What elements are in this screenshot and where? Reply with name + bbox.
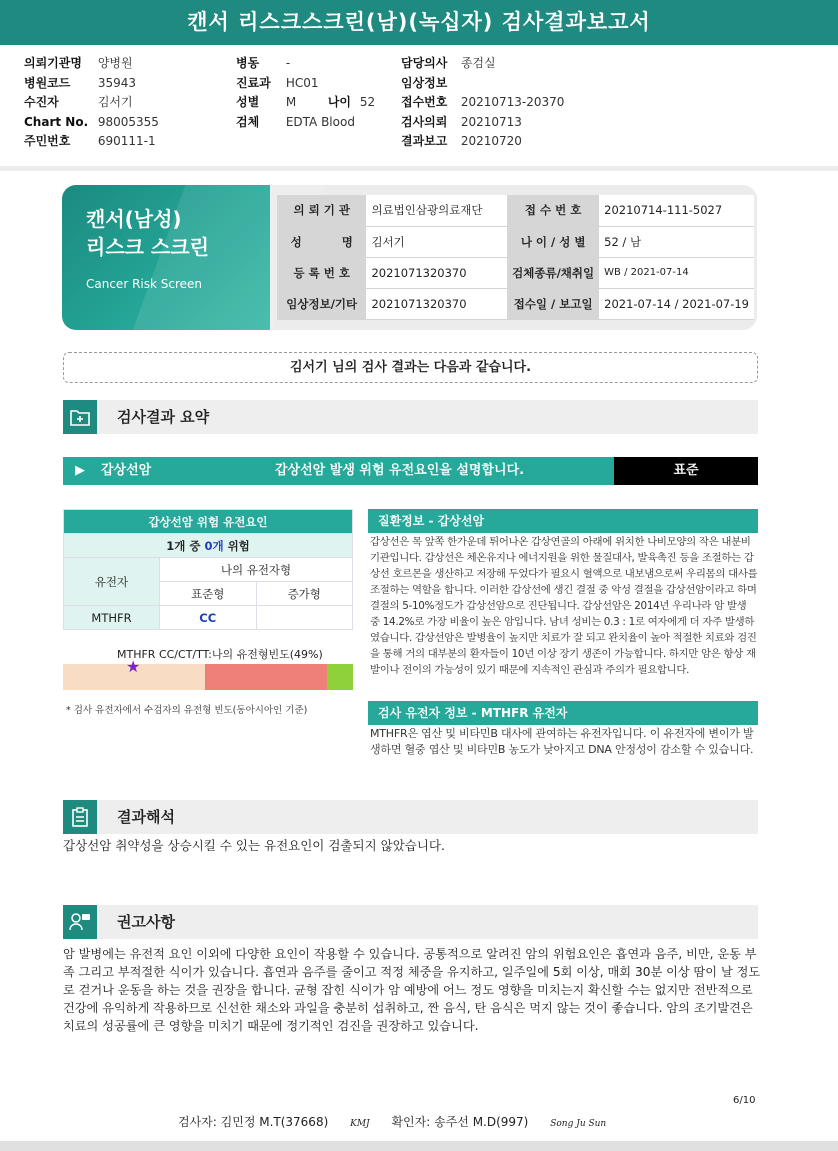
label-doctor: 담당의사: [401, 56, 448, 70]
label-patient: 수진자: [24, 95, 59, 109]
label-request-date: 검사의뢰: [401, 114, 448, 129]
genotype-frequency-bar: [63, 664, 353, 690]
label-chart-no: Chart No.: [24, 114, 89, 129]
examiner-signature: KMJ: [350, 1119, 370, 1129]
freq-note: * 검사 유전자에서 수검자의 유전형 빈도(동아시아인 기준): [66, 705, 308, 716]
value-chart-no: 98005355: [97, 114, 159, 129]
bottom-bar: [0, 1141, 838, 1151]
value-doctor: 종검실: [460, 56, 496, 70]
card-info-table: [277, 195, 754, 320]
frequency-segment: [205, 664, 327, 690]
page-number: 6/10: [733, 1095, 756, 1106]
gene-table: [63, 509, 353, 630]
card-title: [86, 205, 209, 261]
header-col2: [236, 54, 375, 132]
section-advice-title: 권고사항: [117, 913, 175, 931]
freq-label: MTHFR CC/CT/TT:나의 유전형빈도(49%): [117, 648, 323, 661]
label-ward: 병동: [236, 56, 260, 70]
value-sex: M: [285, 95, 297, 109]
cell-value: 2021071320370: [366, 288, 507, 319]
card-subtitle: Cancer Risk Screen: [86, 277, 203, 291]
approver: 확인자: 송주선 M.D(997): [391, 1115, 529, 1129]
value-receipt-no: 20210713-20370: [460, 95, 565, 109]
cell-label: 등 록 번 호: [277, 257, 366, 288]
cell-value: WB / 2021-07-14: [599, 257, 754, 288]
section-advice: [63, 905, 758, 939]
disease-info-title: 질환정보 - 갑상선암: [368, 509, 758, 533]
report-title: 캔서 리스크스크린(남)(녹십자) 검사결과보고서: [0, 0, 838, 45]
value-ward: -: [285, 56, 291, 70]
cell-label: 검체종류/채취일: [507, 257, 599, 288]
header-col3: [401, 54, 564, 152]
cell-value: 52 / 남: [599, 226, 754, 257]
table-row: [277, 288, 754, 319]
col-increase-header: 증가형: [256, 582, 353, 606]
label-clinical-info: 임상정보: [401, 75, 448, 90]
risk-count: [64, 534, 353, 558]
my-genotype-star-icon: ★: [126, 657, 141, 676]
col-gene-header: 유전자: [64, 558, 160, 606]
gene-table-title: 갑상선암 위험 유전요인: [64, 510, 353, 534]
card-title-line2: 리스크 스크린: [86, 235, 209, 259]
label-resident-no: 주민번호: [24, 134, 71, 148]
table-row: [277, 195, 754, 226]
gene-info-text: MTHFR은 엽산 및 비타민B 대사에 관여하는 유전자입니다. 이 유전자에 변이가 발생하면 혈중 엽산 및 비타민B 농도가 낮아지고 DNA 안정성이 감소할 수 있습니다.: [370, 727, 754, 756]
disease-info-text: 갑상선은 목 앞쪽 한가운데 튀어나온 갑상연골의 아래에 위치한 나비모양의 작은 내분비기관입니다. 갑상선은 체온유지나 에너지원을 위한 물질대사, 발육촉진 등을 조절하는 갑상선 호르몬을 생산하고 저장해 두었다가 필요시 혈액으로 내보냄으로써 우리몸의 대사를 조절하는 역할을 합니다. 이러한 갑상선에 생긴 결절 중 악성 결절을 갑상선암이라고 하며 결절의 5-10%정도가 갑상선암으로 진단됩니다. 갑상선암은 2014년 우리나라 암 발생 중 14.2%로 가장 비율이 높은 암입니다. 남녀 성비는 0.3 : 1로 여자에게 더 자주 발생하였습니다. 갑상선암은 발병율이 높지만 치료가 잘 되고 완치율이 높아 적절한 치료와 검진을 통해 거의 대부분의 환자들이 10년 이상 장기 생존이 가능합니다. 하지만 암은 항상 재발이나 전이의 가능성이 있기 때문에 지속적인 관심과 주의가 필요합니다.: [370, 536, 758, 676]
clipboard-icon: [63, 800, 97, 834]
card-title-line1: 캔서(남성): [86, 207, 182, 231]
advice-text: 암 발병에는 유전적 요인 이외에 다양한 요인이 작용할 수 있습니다. 공통적으로 알려진 암의 위험요인은 흡연과 음주, 비만, 운동 부족 그리고 부적절한 식이가 있습니다. 흡연과 음주를 줄이고 적정 체중을 유지하고, 일주일에 5회 이상, 매회 30분 이상 땀이 날 정도로 걷거나 운동을 하는 것을 권장을 합니다. 균형 잡힌 식이가 암 예방에 어느 정도 영향을 미치는지 확신할 수는 없지만 전반적으로 건강에 유익하게 작용하므로 신선한 채소와 과일을 충분히 섭취하고, 짠 음식, 탄 음식은 먹지 않는 것이 좋습니다. 암의 조기발견은 치료의 성공률에 큰 영향을 미치기 때문에 정기적인 검진을 권장하고 있습니다.: [63, 947, 761, 1033]
section-interpret: [63, 800, 758, 834]
cell-value: 2021071320370: [366, 257, 507, 288]
value-report-date: 20210720: [460, 134, 522, 148]
header-separator: [0, 166, 838, 171]
section-interpret-title: 결과해석: [117, 808, 175, 826]
risk-count-value: 0개: [204, 538, 224, 553]
table-row: [277, 257, 754, 288]
info-card: [62, 185, 757, 330]
greeting: 김서기 님의 검사 결과는 다음과 같습니다.: [63, 352, 758, 383]
value-resident-no: 690111-1: [97, 134, 156, 148]
cell-label: 나 이 / 성 별: [507, 226, 599, 257]
label-specimen: 검체: [236, 114, 260, 129]
label-institution: 의뢰기관명: [24, 56, 82, 70]
cell-label: 접수일 / 보고일: [507, 288, 599, 319]
table-row: [64, 606, 353, 630]
col-standard-header: 표준형: [160, 582, 257, 606]
disease-name: 갑상선암: [101, 463, 152, 478]
cell-label: 임상정보/기타: [277, 288, 366, 319]
cell-value: 의료법인삼광의료재단: [366, 195, 507, 226]
risk-count-prefix: 1개 중: [166, 538, 205, 553]
label-receipt-no: 접수번호: [401, 95, 448, 109]
consultation-icon: [63, 905, 97, 939]
disease-desc: 갑상선암 발생 위험 유전요인을 설명합니다.: [275, 463, 525, 478]
label-report-date: 결과보고: [401, 134, 448, 148]
gene-name: MTHFR: [64, 606, 160, 630]
folder-plus-icon: [63, 400, 97, 434]
risk-count-suffix: 위험: [223, 538, 250, 553]
examiner: 검사자: 김민정 M.T(37668): [178, 1115, 329, 1129]
increase-value: [256, 606, 353, 630]
standard-value: CC: [160, 606, 257, 630]
value-institution: 양병원: [97, 56, 133, 70]
header-col1: [24, 54, 159, 152]
risk-grade-badge: 표준: [614, 457, 758, 485]
label-hospital-code: 병원코드: [24, 75, 71, 90]
cell-label: 의 뢰 기 관: [277, 195, 366, 226]
value-specimen: EDTA Blood: [285, 114, 355, 129]
label-department: 진료과: [236, 75, 271, 90]
cell-label: 접 수 번 호: [507, 195, 599, 226]
section-summary-title: 검사결과 요약: [117, 408, 210, 426]
gene-info-title: 검사 유전자 정보 - MTHFR 유전자: [368, 701, 758, 725]
footer-signatures: [178, 1113, 624, 1130]
label-age: 나이: [327, 95, 352, 109]
cell-value: 2021-07-14 / 2021-07-19: [599, 288, 754, 319]
value-age: 52: [359, 95, 376, 109]
label-sex: 성별: [236, 95, 260, 109]
table-row: [277, 226, 754, 257]
card-banner: [62, 185, 270, 330]
value-department: HC01: [285, 75, 319, 90]
cell-label: 성 명: [277, 226, 366, 257]
value-request-date: 20210713: [460, 114, 522, 129]
interpret-text: 갑상선암 취약성을 상승시킬 수 있는 유전요인이 검출되지 않았습니다.: [63, 838, 445, 853]
my-genotype-header: 나의 유전자형: [160, 558, 353, 582]
cell-value: 20210714-111-5027: [599, 195, 754, 226]
frequency-segment: [327, 664, 353, 690]
disease-bar: [63, 457, 758, 485]
approver-signature: Song Ju Sun: [550, 1119, 607, 1129]
section-summary: [63, 400, 758, 434]
value-hospital-code: 35943: [97, 75, 137, 90]
play-arrow-icon: ▶: [75, 463, 85, 478]
value-patient: 김서기: [97, 95, 133, 109]
cell-value: 김서기: [366, 226, 507, 257]
